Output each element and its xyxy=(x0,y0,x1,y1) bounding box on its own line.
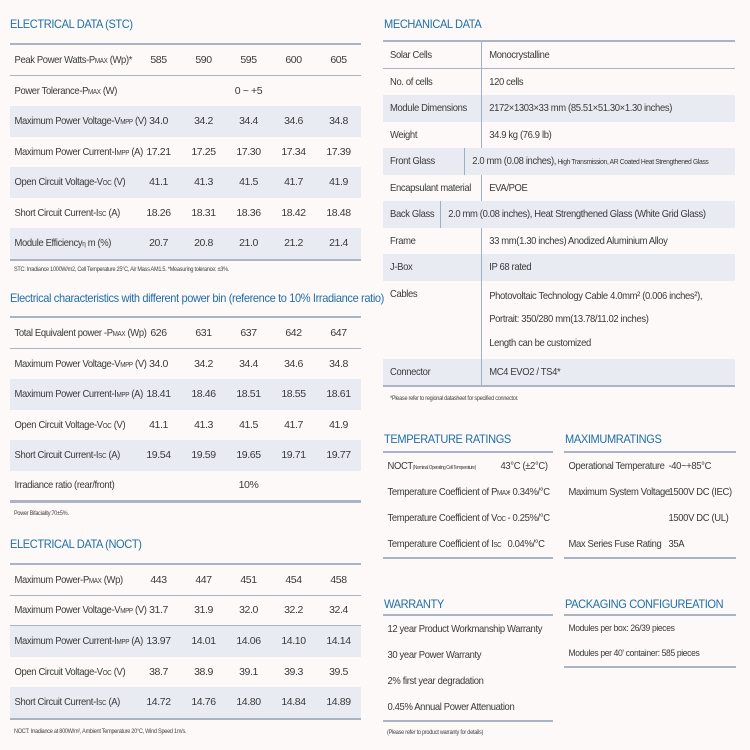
temperature-title: TEMPERATURE RATINGS xyxy=(384,432,511,446)
label-unit: (A) xyxy=(106,449,120,462)
warranty-list xyxy=(383,614,553,722)
row-key xyxy=(383,95,482,122)
row-value xyxy=(482,366,560,378)
cell-value: 631 xyxy=(195,326,212,339)
label-unit: (V) xyxy=(111,176,126,189)
row-key xyxy=(383,42,482,68)
key-text: Front Glass xyxy=(390,155,435,168)
cell-value: 605 xyxy=(330,53,347,66)
row-value xyxy=(482,281,709,359)
row-value xyxy=(482,49,549,61)
cell-value: 18.41 xyxy=(146,388,171,401)
table-row xyxy=(10,76,361,107)
label-subscript: MAX xyxy=(112,330,126,338)
table-row xyxy=(10,565,361,596)
cell-value: 32.2 xyxy=(284,604,303,617)
row-value: - 0.25%/°C xyxy=(507,512,550,524)
label-unit: (V) xyxy=(132,604,147,617)
table-row xyxy=(383,479,553,505)
label-text: Maximum Power Current-I xyxy=(14,388,117,401)
row-label xyxy=(10,207,123,219)
label-text: Short Circuit Current-I xyxy=(14,696,99,709)
row-label xyxy=(10,449,123,461)
noct-note: NOCT: Irradiance at 800W/m², Ambient Temperature 20°C, Wind Speed 1m/s. xyxy=(14,728,187,735)
row-key xyxy=(564,486,670,498)
span-value: 10% xyxy=(238,479,259,492)
cell-value: 19.59 xyxy=(191,449,216,462)
mechanical-title: MECHANICAL DATA xyxy=(384,17,482,31)
label-subscript: MAX xyxy=(94,57,108,65)
bifacial-note: Power Bifaciality:70±5%. xyxy=(14,510,69,517)
list-item xyxy=(383,616,553,642)
noct-title: ELECTRICAL DATA (NOCT) xyxy=(10,537,142,551)
key-text: Encapsulant material xyxy=(390,181,472,194)
mechanical-table xyxy=(383,40,735,387)
packaging-title: PACKAGING CONFIGUREATION xyxy=(565,597,724,611)
cell-value: 41.7 xyxy=(284,418,303,431)
key-text: J-Box xyxy=(390,261,413,274)
label-text: Maximum Power Voltage-V xyxy=(14,604,121,617)
cell-value: 41.7 xyxy=(284,176,303,189)
list-item xyxy=(564,641,736,666)
row-label xyxy=(10,357,147,370)
row-key xyxy=(383,460,484,472)
table-row xyxy=(10,137,361,168)
cell-value: 41.9 xyxy=(329,176,348,189)
label-subscript: OC xyxy=(102,422,112,430)
table-row xyxy=(383,42,735,69)
label-unit: (Wp)* xyxy=(107,53,133,66)
row-label xyxy=(10,635,143,648)
cell-value: 41.5 xyxy=(239,176,258,189)
row-label xyxy=(10,479,123,491)
table-row xyxy=(383,531,553,557)
key-text: Solar Cells xyxy=(390,48,432,61)
table-row xyxy=(10,349,361,380)
item-text: 12 year Product Workmanship Warranty xyxy=(387,623,543,635)
key-text: NOCT xyxy=(387,460,413,472)
list-item xyxy=(383,668,553,694)
row-label xyxy=(10,53,133,66)
row-key xyxy=(383,201,441,228)
cell-value: 31.7 xyxy=(149,604,168,617)
cell-value: 17.21 xyxy=(146,145,171,158)
table-row xyxy=(383,122,735,149)
cell-value: 18.46 xyxy=(191,388,216,401)
cell-value: 34.8 xyxy=(329,115,348,128)
table-row xyxy=(10,167,361,198)
cell-value: 38.7 xyxy=(149,665,168,678)
label-text: Maximum Power Voltage-V xyxy=(14,115,121,128)
cell-value: 21.2 xyxy=(284,237,303,250)
table-row xyxy=(383,175,735,202)
row-value xyxy=(482,235,668,247)
key-text: Temperature Coefficient of V xyxy=(387,512,498,524)
cell-value: 19.65 xyxy=(236,449,261,462)
label-text: Module Efficiency xyxy=(14,237,83,250)
table-row xyxy=(10,45,361,76)
label-unit: (Wp) xyxy=(125,326,147,339)
label-text: Maximum Power Voltage-V xyxy=(14,357,121,370)
label-unit: (V) xyxy=(132,115,147,128)
cable-line: Portrait: 350/280 mm(13.78/11.02 inches) xyxy=(489,313,649,326)
key-text: Cables xyxy=(390,287,418,300)
cell-value: 595 xyxy=(240,53,257,66)
key-text: Temperature Coefficient of P xyxy=(387,486,498,498)
table-row xyxy=(383,228,735,255)
row-value xyxy=(482,102,672,114)
label-unit: (W) xyxy=(100,84,118,97)
list-item xyxy=(383,642,553,668)
key-subscript: OC xyxy=(497,516,506,523)
row-label xyxy=(10,145,143,158)
label-subscript: MPP xyxy=(120,119,133,127)
label-unit: (V) xyxy=(111,665,126,678)
cell-value: 41.1 xyxy=(149,418,168,431)
packaging-list xyxy=(564,614,736,668)
item-text: Modules per 40' container: 585 pieces xyxy=(568,648,700,659)
item-text: Modules per box: 26/39 pieces xyxy=(568,623,675,634)
cell-value: 18.55 xyxy=(281,388,306,401)
table-row xyxy=(10,687,361,718)
row-value: 0.04%/°C xyxy=(507,538,545,550)
cell-value: 17.34 xyxy=(281,145,306,158)
cell-value: 18.42 xyxy=(281,206,306,219)
row-key xyxy=(383,486,510,498)
cell-value: 14.76 xyxy=(191,696,216,709)
cell-value: 19.54 xyxy=(146,449,171,462)
cell-value: 642 xyxy=(285,326,302,339)
label-subscript: MAX xyxy=(88,88,101,96)
row-key xyxy=(564,538,662,550)
row-label xyxy=(10,237,123,249)
label-text: Short Circuit Current-I xyxy=(14,206,99,219)
row-key xyxy=(383,359,482,386)
label-text: Power Tolerance-P xyxy=(14,84,89,97)
row-label xyxy=(10,176,126,189)
cell-value: 41.3 xyxy=(194,176,213,189)
cell-value: 21.4 xyxy=(329,237,348,250)
cell-value: 20.8 xyxy=(194,237,213,250)
cell-value: 17.25 xyxy=(191,145,216,158)
value-text: 2.0 mm (0.08 inches), Heat Strengthened Glass (White Grid Glass) xyxy=(448,208,706,221)
cell-value: 600 xyxy=(285,53,302,66)
list-item xyxy=(383,694,553,720)
row-label xyxy=(10,574,123,586)
cell-value: 454 xyxy=(285,573,302,586)
cell-value: 20.7 xyxy=(149,237,168,250)
cell-value: 17.30 xyxy=(236,145,261,158)
label-unit: (V) xyxy=(132,357,147,370)
key-subscript: MAX xyxy=(497,490,510,497)
table-row xyxy=(10,657,361,688)
label-unit: (Wp) xyxy=(101,573,123,586)
row-value xyxy=(482,261,531,273)
value-text: 120 cells xyxy=(489,75,524,88)
table-row xyxy=(383,505,553,531)
row-key xyxy=(383,512,506,524)
table-row xyxy=(10,471,361,502)
cell-value: 39.5 xyxy=(329,665,348,678)
cell-value: 585 xyxy=(150,53,167,66)
row-label xyxy=(10,665,126,678)
bifacial-table xyxy=(10,316,361,503)
cell-value: 41.1 xyxy=(149,176,168,189)
cell-value: 34.6 xyxy=(284,115,303,128)
item-text: 0.45% Annual Power Attenuation xyxy=(387,701,515,713)
row-value: 35A xyxy=(668,538,685,550)
cell-value: 31.9 xyxy=(194,604,213,617)
table-row xyxy=(10,440,361,471)
label-subscript: OC xyxy=(102,669,112,677)
cell-value: 14.89 xyxy=(326,696,351,709)
label-text: Maximum Power-P xyxy=(14,573,89,586)
label-text: Open Circuit Voltage-V xyxy=(14,176,103,189)
key-text: Back Glass xyxy=(390,208,435,221)
table-row xyxy=(383,148,735,175)
mechanical-note: *Please refer to regional datasheet for specified connector. xyxy=(390,395,519,402)
table-row xyxy=(10,198,361,229)
stc-note: STC: Irradiance 1000W/m2, Cell Temperature 25°C, Air Mass AM1.5. *Measuring tolerance: ±3%. xyxy=(14,266,230,273)
bifacial-title: Electrical characteristics with different power bin (reference to 10% Irradiance ratio) xyxy=(10,291,384,305)
table-row xyxy=(383,201,735,228)
key-text: Frame xyxy=(390,234,416,247)
label-unit: (A) xyxy=(106,696,120,709)
cell-value: 14.06 xyxy=(236,635,261,648)
label-text: Irradiance ratio (rear/front) xyxy=(14,479,115,492)
table-row xyxy=(564,479,736,505)
row-key xyxy=(383,122,482,149)
cell-value: 14.14 xyxy=(326,635,351,648)
value-text: MC4 EVO2 / TS4* xyxy=(489,365,561,378)
warranty-title: WARRANTY xyxy=(384,597,444,611)
table-row xyxy=(564,531,736,557)
cell-value: 41.9 xyxy=(329,418,348,431)
item-text: 30 year Power Warranty xyxy=(387,649,482,661)
label-subscript: MPP xyxy=(116,639,130,647)
row-label xyxy=(10,696,123,708)
row-value: 1500V DC (IEC) xyxy=(668,486,732,498)
label-subscript: MAX xyxy=(88,577,102,585)
cell-value: 32.0 xyxy=(239,604,258,617)
label-subscript: MPP xyxy=(120,361,133,369)
cell-value: 14.01 xyxy=(191,635,216,648)
cell-value: 590 xyxy=(195,53,212,66)
key-text: Max Series Fuse Rating xyxy=(568,538,662,550)
cell-value: 14.72 xyxy=(146,696,171,709)
row-label xyxy=(10,115,147,128)
value-text: Monocrystalline xyxy=(489,48,550,61)
cell-value: 637 xyxy=(240,326,257,339)
cell-value: 18.36 xyxy=(236,206,261,219)
row-key xyxy=(383,228,482,255)
cell-value: 18.26 xyxy=(146,206,171,219)
temperature-table xyxy=(383,451,553,559)
row-label xyxy=(10,604,147,617)
label-subscript: MPP xyxy=(120,608,133,616)
table-row xyxy=(383,254,735,281)
cell-value: 443 xyxy=(150,573,167,586)
value-text: 2172×1303×33 mm (85.51×51.30×1.30 inches) xyxy=(489,102,672,115)
row-label xyxy=(10,326,147,339)
row-key xyxy=(383,69,482,96)
value-text: 2.0 mm (0.08 inches), xyxy=(471,155,556,168)
label-subscript: SC xyxy=(98,700,107,708)
row-key xyxy=(383,281,482,359)
label-text: Maximum Power Current-I xyxy=(14,635,117,648)
cell-value: 41.5 xyxy=(239,418,258,431)
key-text: Connector xyxy=(390,365,431,378)
row-label xyxy=(10,388,143,401)
table-row xyxy=(10,596,361,627)
row-value xyxy=(465,155,708,167)
row-value: -40~+85°C xyxy=(668,460,712,472)
label-subscript: MPP xyxy=(116,392,130,400)
row-value: 43°C (±2°C) xyxy=(500,460,548,472)
label-text: Short Circuit Current-I xyxy=(14,449,99,462)
cell-value: 34.4 xyxy=(239,357,258,370)
cell-value: 34.6 xyxy=(284,357,303,370)
label-subscript: SC xyxy=(98,210,107,218)
stc-title: ELECTRICAL DATA (STC) xyxy=(10,17,133,31)
row-value: 1500V DC (UL) xyxy=(668,512,729,524)
key-small-text: (Nominal Operating Cell Temperature) xyxy=(412,465,476,471)
span-value: 0 ~ +5 xyxy=(234,84,263,97)
maximum-ratings-table xyxy=(564,451,736,559)
label-text: Open Circuit Voltage-V xyxy=(14,665,103,678)
key-text: No. of cells xyxy=(390,75,433,88)
value-text: IP 68 rated xyxy=(489,261,532,274)
label-unit: (A) xyxy=(129,635,143,648)
cell-value: 626 xyxy=(150,326,167,339)
cell-value: 458 xyxy=(330,573,347,586)
cable-line: Photovoltaic Technology Cable 4.0mm² (0.006 inches²), xyxy=(489,290,703,303)
table-row xyxy=(10,228,361,259)
row-value xyxy=(441,208,706,220)
cell-value: 34.8 xyxy=(329,357,348,370)
label-unit: m (%) xyxy=(85,237,112,250)
table-row xyxy=(564,453,736,479)
label-subscript: η xyxy=(82,241,86,249)
item-text: 2% first year degradation xyxy=(387,675,484,687)
value-small-text: High Transmission, AR Coated Heat Strengthened Glass xyxy=(555,157,708,167)
cell-value: 34.0 xyxy=(149,357,168,370)
key-text: Module Dimensions xyxy=(390,102,467,115)
table-row xyxy=(10,106,361,137)
key-text: Weight xyxy=(390,128,418,141)
label-subscript: MPP xyxy=(116,149,130,157)
label-subscript: OC xyxy=(102,180,112,188)
table-row xyxy=(10,410,361,441)
row-key xyxy=(383,254,482,281)
cell-value: 19.77 xyxy=(326,449,351,462)
label-subscript: SC xyxy=(98,453,107,461)
cell-value: 18.51 xyxy=(236,388,261,401)
table-row xyxy=(564,505,736,531)
row-value xyxy=(482,182,527,194)
table-row xyxy=(10,318,361,349)
cell-value: 18.48 xyxy=(326,206,351,219)
cell-value: 34.4 xyxy=(239,115,258,128)
row-key xyxy=(383,148,465,175)
table-row xyxy=(383,95,735,122)
cell-value: 14.80 xyxy=(236,696,261,709)
cable-line: Length can be customized xyxy=(489,336,591,349)
label-unit: (A) xyxy=(129,145,143,158)
row-value xyxy=(482,129,551,141)
label-unit: (A) xyxy=(106,206,120,219)
table-row xyxy=(10,379,361,410)
cell-value: 647 xyxy=(330,326,347,339)
cell-value: 21.0 xyxy=(239,237,258,250)
cell-value: 14.84 xyxy=(281,696,306,709)
cell-value: 34.0 xyxy=(149,115,168,128)
table-row xyxy=(383,453,553,479)
key-text: Maximum System Voltage xyxy=(568,486,670,498)
table-row xyxy=(10,626,361,657)
table-row xyxy=(383,69,735,96)
cell-value: 34.2 xyxy=(194,357,213,370)
row-value xyxy=(482,76,523,88)
key-text: Operational Temperature xyxy=(568,460,665,472)
cell-value: 39.1 xyxy=(239,665,258,678)
cell-value: 17.39 xyxy=(326,145,351,158)
cell-value: 39.3 xyxy=(284,665,303,678)
key-text: Temperature Coefficient of I xyxy=(387,538,494,550)
cell-value: 451 xyxy=(240,573,257,586)
warranty-note: (Please refer to product warranty for details) xyxy=(387,729,484,736)
key-subscript: SC xyxy=(493,542,502,549)
row-value: - 0.34%/°C xyxy=(507,486,550,498)
row-key xyxy=(564,460,665,472)
row-label xyxy=(10,418,126,431)
cell-value: 14.10 xyxy=(281,635,306,648)
stc-table xyxy=(10,43,361,261)
cell-value: 38.9 xyxy=(194,665,213,678)
cell-value: 32.4 xyxy=(329,604,348,617)
list-item xyxy=(564,616,736,641)
label-text: Peak Power Watts-P xyxy=(14,53,95,66)
cell-value: 18.61 xyxy=(326,388,351,401)
noct-table xyxy=(10,563,361,720)
cell-value: 19.71 xyxy=(281,449,306,462)
maximum-title: MAXIMUMRATINGS xyxy=(565,432,662,446)
table-row xyxy=(383,281,735,359)
cell-value: 18.31 xyxy=(191,206,216,219)
value-text: 33 mm(1.30 inches) Anodized Aluminium Alloy xyxy=(489,234,668,247)
cell-value: 447 xyxy=(195,573,212,586)
table-row xyxy=(383,359,735,386)
cell-value: 41.3 xyxy=(194,418,213,431)
row-key xyxy=(383,538,502,550)
cell-value: 34.2 xyxy=(194,115,213,128)
row-key xyxy=(383,175,482,202)
label-text: Maximum Power Current-I xyxy=(14,145,117,158)
label-unit: (A) xyxy=(129,388,143,401)
cell-value: 13.97 xyxy=(146,635,171,648)
value-text: 34.9 kg (76.9 lb) xyxy=(489,128,552,141)
row-label xyxy=(10,85,123,97)
label-text: Open Circuit Voltage-V xyxy=(14,418,103,431)
label-text: Total Equivalent power -P xyxy=(14,326,113,339)
label-unit: (V) xyxy=(111,418,126,431)
value-text: EVA/POE xyxy=(489,181,528,194)
